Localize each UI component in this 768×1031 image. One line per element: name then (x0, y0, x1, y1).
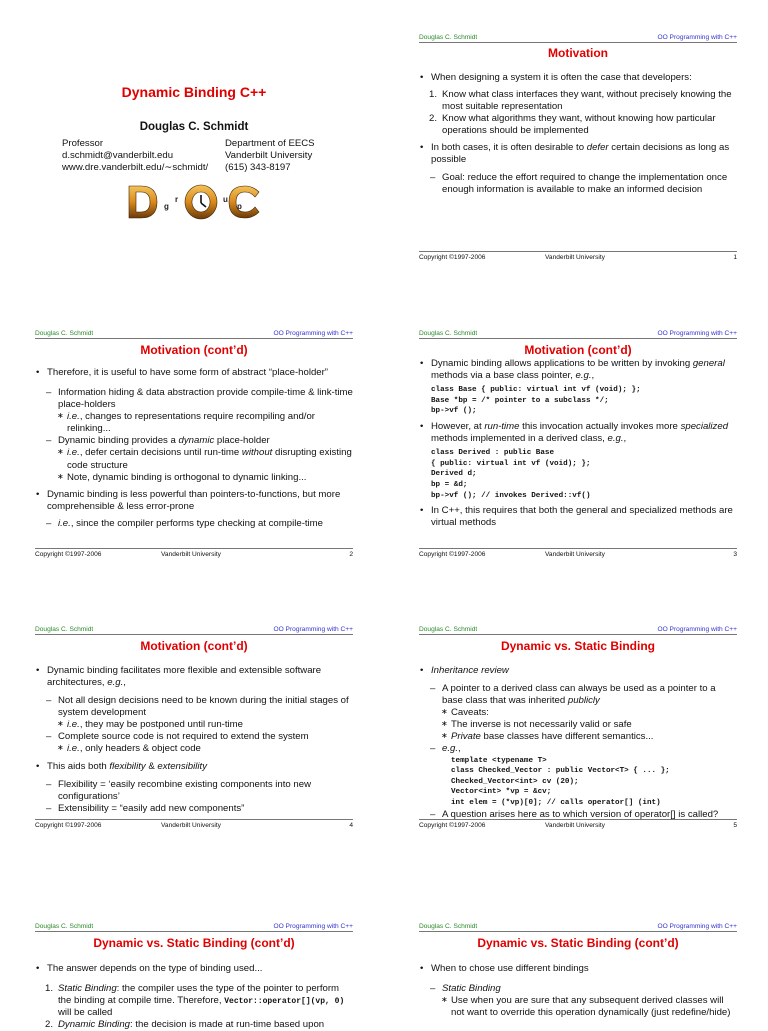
slide-3 (419, 330, 737, 560)
footer-university: Vanderbilt University (161, 551, 221, 558)
header-rule (419, 634, 737, 635)
code-block: template <typename T> class Checked_Vector : public Vector<T> { ... }; Checked_Vector<int> cv (20); Vector<int> *vp = &cv; int elem = (*vp)[0]; // calls operator[] (int) (451, 756, 670, 808)
header-rule (419, 931, 737, 932)
logo-letter-u: u (223, 195, 228, 204)
slide-body (419, 358, 737, 534)
slide-body (419, 72, 737, 196)
bullet: • In C++, this requires that both the general and specialized methods are virtual methods (419, 505, 737, 529)
footer-university: Vanderbilt University (545, 254, 605, 261)
university-text: Vanderbilt University (225, 149, 313, 161)
slide-7 (419, 923, 737, 1024)
bullet: • The answer depends on the type of binding used... (35, 963, 353, 975)
footer-copyright: Copyright ©1997-2006 (35, 822, 102, 829)
footer-rule (419, 251, 737, 252)
bullet: • When to chose use different bindings (419, 963, 737, 975)
slide-title: Dynamic vs. Static Binding (500, 639, 656, 653)
sub-item: ∗ Private base classes have different semantics... (419, 731, 737, 743)
header-rule (419, 338, 737, 339)
header-course: OO Programming with C++ (273, 330, 353, 337)
slide-body (35, 963, 353, 1031)
dash-item: – e.g., (419, 743, 737, 755)
sub-item: ∗ i.e., they may be postponed until run-time (35, 719, 353, 731)
dash-item: – Complete source code is not required to extend the system (35, 731, 353, 743)
slide-title: Motivation (548, 46, 608, 60)
title-slide-right-info (225, 138, 315, 174)
footer-rule (35, 548, 353, 549)
header-course: OO Programming with C++ (657, 34, 737, 41)
footer-rule (419, 819, 737, 820)
dash-item: – Flexibility = ‘easily recombine existing components into new configurations’ (35, 779, 353, 803)
dash-item: – A pointer to a derived class can always be used as a pointer to a base class that was inherited publicly (419, 683, 737, 707)
sub-item: ∗ Use when you are sure that any subsequent derived classes will not want to override this operation dynamically (just redefine/hide) (419, 995, 737, 1019)
sub-item: ∗ i.e., only headers & object code (35, 743, 353, 755)
sub-item: ∗ The inverse is not necessarily valid or safe (419, 719, 737, 731)
header-author: Douglas C. Schmidt (419, 330, 478, 337)
code-block: class Base { public: virtual int vf (void); }; Base *bp = /* pointer to a subclass */; bp->vf (); (431, 386, 641, 416)
bullet: • Dynamic binding allows applications to be written by invoking general methods via a base class pointer, e.g., (419, 358, 737, 382)
slide-title: Motivation (cont’d) (140, 343, 248, 357)
bullet: • Dynamic binding is less powerful than pointers-to-functions, but more comprehensible & less error-prone (35, 489, 353, 513)
footer-copyright: Copyright ©1997-2006 (35, 551, 102, 558)
header-author: Douglas C. Schmidt (35, 923, 94, 930)
sub-item: ∗ i.e., defer certain decisions until run-time without disrupting existing code structure (35, 447, 353, 471)
footer-rule (419, 548, 737, 549)
header-author: Douglas C. Schmidt (419, 34, 478, 41)
slide-title: Motivation (cont’d) (524, 343, 632, 357)
logo-letter-r: r (175, 195, 179, 204)
header-author: Douglas C. Schmidt (419, 626, 478, 633)
numbered-item: 2. Know what algorithms they want, without knowing how particular operations should be implemented (429, 113, 716, 137)
footer-copyright: Copyright ©1997-2006 (419, 254, 486, 261)
footer-copyright: Copyright ©1997-2006 (419, 551, 486, 558)
header-course: OO Programming with C++ (273, 923, 353, 930)
slide-5 (419, 626, 737, 856)
footer-university: Vanderbilt University (161, 822, 221, 829)
dash-item: – Extensibility = “easily add new components” (35, 803, 353, 815)
title-slide-title: Dynamic Binding C++ (121, 84, 267, 100)
sub-item: ∗ Caveats: (419, 707, 737, 719)
website-text: www.dre.vanderbilt.edu/∼schmidt/ (62, 161, 209, 173)
header-course: OO Programming with C++ (657, 923, 737, 930)
numbered-item: 1. Static Binding: the compiler uses the type of the pointer to perform the binding at compile time. Therefore, Vector::operator[](vp, 0) will be called (45, 983, 345, 1019)
header-course: OO Programming with C++ (657, 626, 737, 633)
slide-body (35, 367, 353, 530)
footer-rule (35, 819, 353, 820)
numbered-item: 1. Know what class interfaces they want, without precisely knowing the most suitable representation (429, 89, 732, 113)
sub-item: ∗ i.e., changes to representations require recompiling and/or relinking... (35, 411, 353, 435)
slide-2 (35, 330, 353, 560)
bullet: • When designing a system it is often the case that developers: (419, 72, 737, 84)
header-author: Douglas C. Schmidt (35, 626, 94, 633)
header-rule (35, 338, 353, 339)
slide-title: Dynamic vs. Static Binding (cont’d) (477, 936, 679, 950)
email-text: d.schmidt@vanderbilt.edu (62, 149, 174, 161)
logo-letter-d (129, 186, 157, 218)
bullet: • This aids both flexibility & extensibility (35, 761, 353, 773)
logo-letter-p: p (237, 202, 242, 211)
header-course: OO Programming with C++ (273, 626, 353, 633)
logo-letter-c (229, 186, 259, 218)
dash-item: – Dynamic binding provides a dynamic place-holder (35, 435, 353, 447)
slide-title: Dynamic vs. Static Binding (cont’d) (93, 936, 295, 950)
dash-item: – Information hiding & data abstraction provide compile-time & link-time place-holders (35, 387, 353, 411)
header-rule (35, 634, 353, 635)
logo-letter-g: g (164, 202, 169, 211)
slide-4 (35, 626, 353, 856)
title-slide-left-info (62, 138, 208, 174)
bullet: • Inheritance review (419, 665, 737, 677)
bullet: • Therefore, it is useful to have some form of abstract “place-holder” (35, 367, 353, 379)
slide-body (35, 665, 353, 815)
slide-body (419, 665, 737, 821)
slide-1 (419, 34, 737, 264)
phone-text: (615) 343-8197 (225, 161, 291, 173)
sub-item: ∗ Note, dynamic binding is orthogonal to dynamic linking... (35, 472, 353, 484)
bullet: • In both cases, it is often desirable to defer certain decisions as long as possible (419, 142, 737, 166)
doc-group-logo (125, 182, 265, 222)
dash-item: – A question arises here as to which version of operator[] is called? (419, 809, 737, 821)
code-block: class Derived : public Base { public: virtual int vf (void); }; Derived d; bp = &d; bp->vf (); // invokes Derived::vf() (431, 449, 591, 500)
page-number: 5 (733, 822, 737, 829)
footer-university: Vanderbilt University (545, 551, 605, 558)
dash-item: – i.e., since the compiler performs type checking at compile-time (35, 518, 353, 530)
slide-body (419, 963, 737, 1019)
page-number: 3 (733, 551, 737, 558)
header-course: OO Programming with C++ (657, 330, 737, 337)
footer-university: Vanderbilt University (545, 822, 605, 829)
title-slide-author: Douglas C. Schmidt (139, 121, 249, 133)
footer-copyright: Copyright ©1997-2006 (419, 822, 486, 829)
numbered-item: 2. Dynamic Binding: the decision is made at run-time based upon (45, 1019, 325, 1031)
slide-title: Motivation (cont’d) (140, 639, 248, 653)
dash-item: – Not all design decisions need to be known during the initial stages of system development (35, 695, 353, 719)
page-number: 4 (349, 822, 353, 829)
slide-6 (35, 923, 353, 1031)
header-author: Douglas C. Schmidt (419, 923, 478, 930)
header-rule (35, 931, 353, 932)
title-slide (35, 30, 353, 270)
bullet: • Dynamic binding facilitates more flexible and extensible software architectures, e.g., (35, 665, 353, 689)
page-number: 1 (733, 254, 737, 261)
page-number: 2 (349, 551, 353, 558)
header-rule (419, 42, 737, 43)
department-text: Department of EECS (225, 138, 315, 149)
dash-item: – Goal: reduce the effort required to change the implementation once enough information is available to make an informed decision (419, 172, 737, 196)
dash-item: – Static Binding (419, 983, 737, 995)
bullet: • However, at run-time this invocation actually invokes more specialized methods implemented in a derived class, e.g., (419, 421, 737, 445)
professor-label: Professor (62, 138, 104, 149)
header-author: Douglas C. Schmidt (35, 330, 94, 337)
